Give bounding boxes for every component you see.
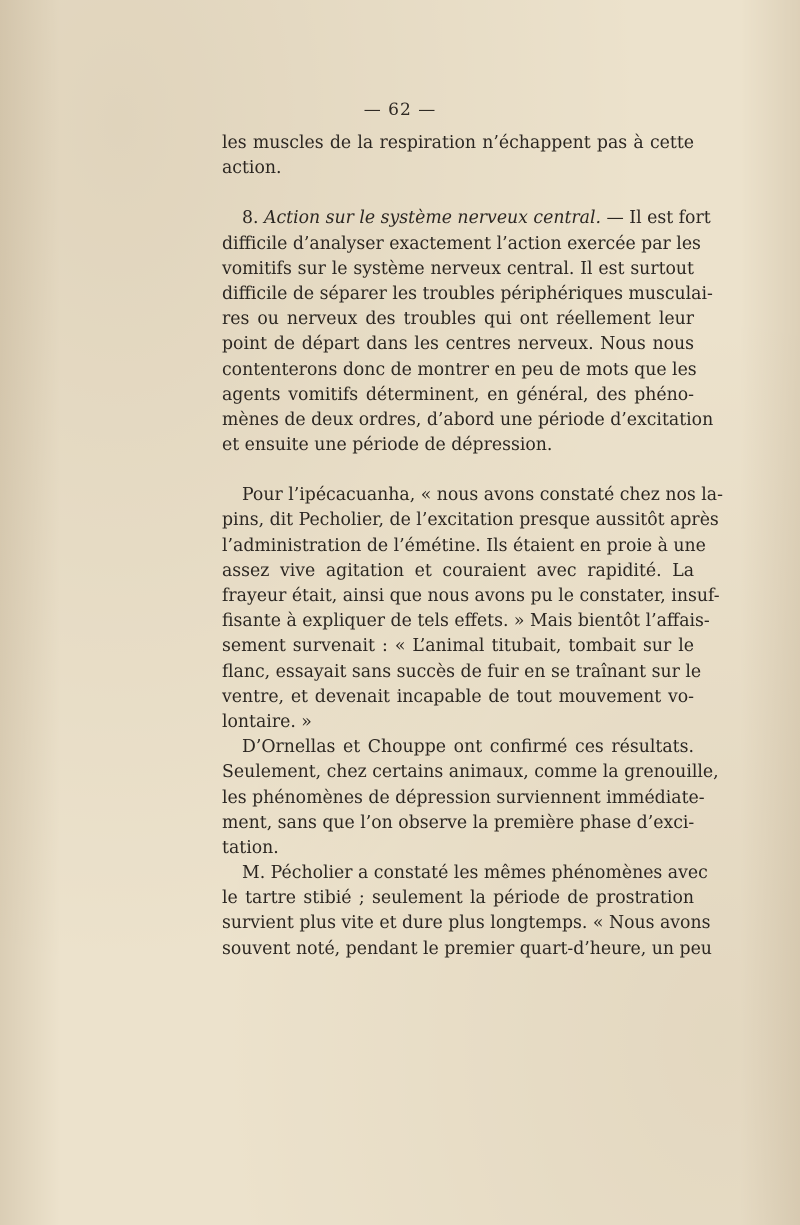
text-line: ment, sans que l’on observe la première phase d’exci- xyxy=(222,812,695,833)
paragraph-ornellas-chouppe xyxy=(222,735,719,861)
text-line: flanc, essayait sans succès de fuir en se traînant sur le xyxy=(222,661,702,682)
text-line: et ensuite une période de dépression. xyxy=(222,435,553,456)
text-line: l’administration de l’émétine. Ils étaient en proie à une xyxy=(222,535,706,556)
text-line: Il est fort xyxy=(629,208,711,229)
section-dash: — xyxy=(606,208,624,229)
text-line: agents vomitifs déterminent, en général, des phéno- xyxy=(222,384,694,405)
body-text xyxy=(222,131,723,962)
text-line: lontaire. » xyxy=(222,711,312,732)
text-line: les phénomènes de dépression surviennent immédiate- xyxy=(222,787,705,808)
text-line: fisante à expliquer de tels effets. » Mais bientôt l’affais- xyxy=(222,611,710,632)
text-line: pins, dit Pecholier, de l’excitation presque aussitôt après xyxy=(222,510,719,531)
text-line: assez vive agitation et couraient avec rapidité. La xyxy=(222,560,694,581)
page-number: — 62 — xyxy=(363,100,437,120)
text-line: Seulement, chez certains animaux, comme la grenouille, xyxy=(222,762,719,783)
text-line: souvent noté, pendant le premier quart-d’heure, un peu xyxy=(222,938,712,959)
paragraph-respiration xyxy=(222,131,694,181)
section-8 xyxy=(222,206,714,458)
text-line: ventre, et devenait incapable de tout mouvement vo- xyxy=(222,686,694,707)
section-title: Action sur le système nerveux central. xyxy=(264,208,601,229)
paragraph-ipecacuanha xyxy=(222,483,723,735)
text-line: D’Ornellas et Chouppe ont confirmé ces résultats. xyxy=(242,737,694,758)
text-line: frayeur était, ainsi que nous avons pu le constater, insuf- xyxy=(222,586,720,606)
text-line: vomitifs sur le système nerveux central. Il est surtout xyxy=(222,258,694,279)
text-line: les muscles de la respiration n’échappent pas à cette xyxy=(222,133,694,153)
text-line: M. Pécholier a constaté les mêmes phénomènes avec xyxy=(242,863,708,884)
text-line: tation. xyxy=(222,837,279,858)
text-line: difficile de séparer les troubles périphériques musculai- xyxy=(222,283,713,304)
section-number: 8. xyxy=(242,208,259,229)
text-line: contenterons donc de montrer en peu de mots que les xyxy=(222,359,697,380)
text-line: res ou nerveux des troubles qui ont réellement leur xyxy=(222,309,694,330)
text-line: action. xyxy=(222,158,282,179)
text-line: difficile d’analyser exactement l’action exercée par les xyxy=(222,233,701,254)
text-line: point de départ dans les centres nerveux. Nous nous xyxy=(222,334,694,355)
text-line: Pour l’ipécacuanha, « nous avons constaté chez nos la- xyxy=(242,485,723,506)
section-heading-line xyxy=(222,206,711,231)
text-line: survient plus vite et dure plus longtemps. « Nous avons xyxy=(222,913,711,934)
text-line: le tartre stibié ; seulement la période de prostration xyxy=(222,888,694,909)
text-line: sement survenait : « L’animal titubait, tombait sur le xyxy=(222,636,694,657)
paragraph-tartre-stibie xyxy=(222,861,712,962)
text-line: mènes de deux ordres, d’abord une période d’excitation xyxy=(222,409,714,430)
